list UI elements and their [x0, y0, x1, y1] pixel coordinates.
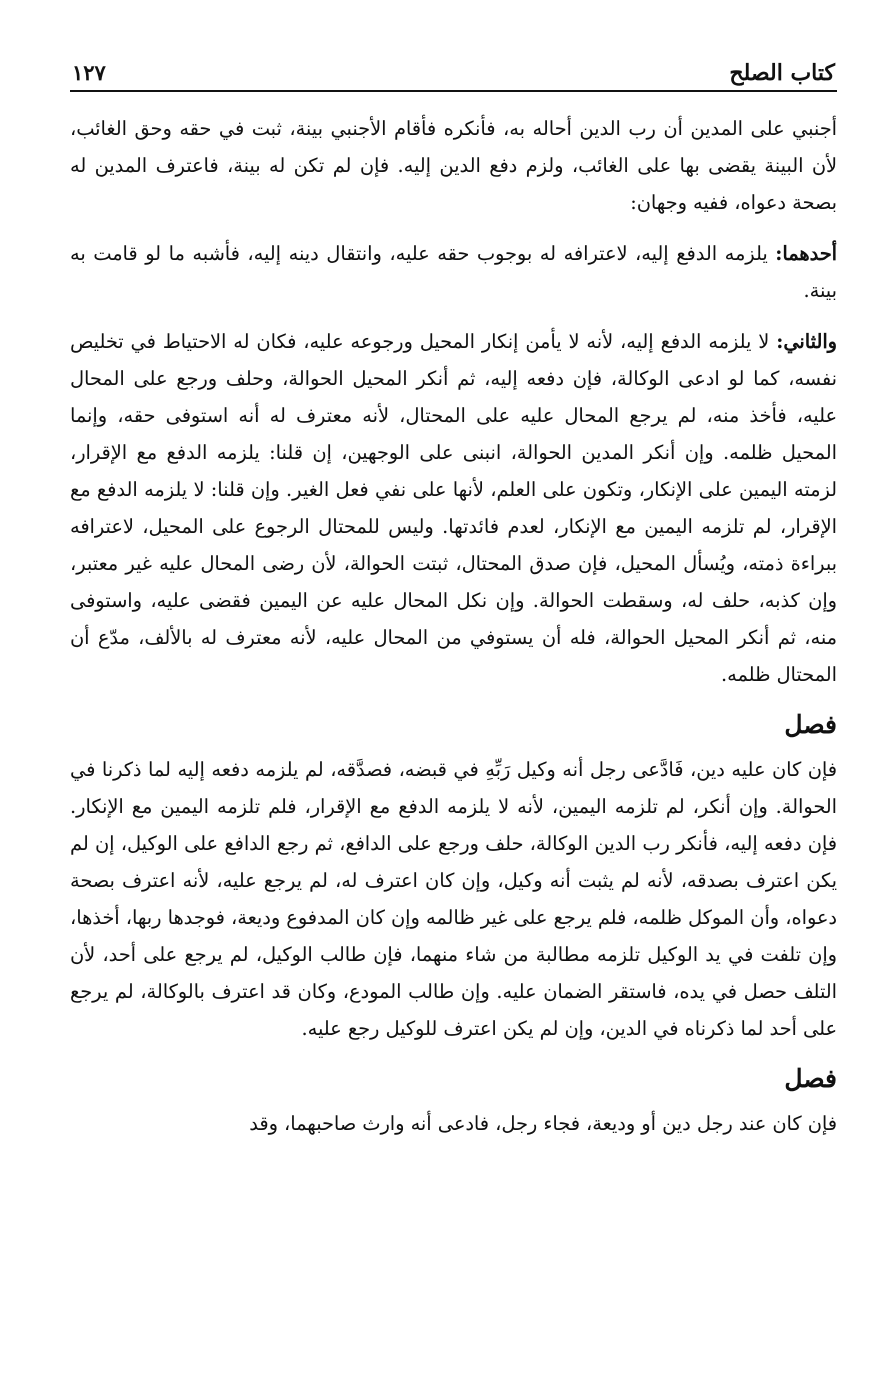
paragraph-5: فإن كان عند رجل دين أو وديعة، فجاء رجل، فادعى أنه وارث صاحبهما، وقد [249, 1112, 837, 1135]
paragraph-3-lead: والثاني: [776, 330, 837, 353]
page-body [70, 110, 837, 1142]
section-heading-2: فصل [784, 1064, 837, 1093]
section-heading-1: فصل [784, 710, 837, 739]
page-number: ١٢٧ [72, 60, 106, 85]
paragraph-3 [70, 323, 837, 693]
chapter-title: كتاب الصلح [729, 60, 835, 86]
paragraph-4: فإن كان عليه دين، فَادَّعى رجل أنه وكيل رَبِّهِ في قبضه، فصدَّقه، لم يلزمه دفعه إليه لما ذكرنا في الحوالة. وإن أنكر، لم تلزمه اليمين، لأنه لا يلزمه الدفع مع الإقرار، فلم تلزمه اليمين مع الإنكار. فإن دفعه إليه، فأنكر رب الدين الوكالة، حلف ورجع على الدافع، ثم رجع الدافع على الوكيل، إن لم يكن اعترف بصدقه، لأنه لم يثبت أنه وكيل، وإن كان اعترف له، لم يرجع عليه، لأنه اعترف بصحة دعواه، وأن الموكل ظلمه، فلم يرجع على غير ظالمه وإن كان المدفوع وديعة، فوجدها ربها، أخذها، وإن تلفت في يد الوكيل تلزمه مطالبة من شاء منهما، فإن طالب الوكيل، لم يرجع على أحد، لأن التلف حصل في يده، فاستقر الضمان عليه. وإن طالب المودع، وكان قد اعترف بالوكالة، لم يرجع على أحد لما ذكرناه في الدين، وإن لم يكن اعترف للوكيل رجع عليه. [70, 758, 837, 1040]
paragraph-1: أجنبي على المدين أن رب الدين أحاله به، فأنكره فأقام الأجنبي بينة، ثبت في حقه وحق الغائب، لأن البينة يقضى بها على الغائب، ولزم دفع الدين إليه. فإن لم تكن له بينة، فاعترف المدين له بصحة دعواه، ففيه وجهان: [70, 117, 837, 214]
paragraph-2-lead: أحدهما: [775, 242, 837, 265]
running-header [70, 54, 837, 92]
paragraph-3-text: لا يلزمه الدفع إليه، لأنه لا يأمن إنكار المحيل ورجوعه عليه، فكان له الاحتياط في تخليص نفسه، كما لو ادعى الوكالة، فإن دفعه إليه، ثم أنكر المحيل الحوالة، وحلف ورجع على المحال عليه، فأخذ منه، لم يرجع المحال عليه على المحتال، لأنه معترف له أنه استوفى حقه، وإنما المحيل ظلمه. وإن أنكر المدين الحوالة، انبنى على الوجهين، إن قلنا: يلزمه الدفع مع الإقرار، لزمته اليمين على الإنكار، وتكون على العلم، لأنها على نفي فعل الغير. وإن قلنا: لا يلزمه الدفع مع الإقرار، لم تلزمه اليمين مع الإنكار، لعدم فائدتها. وليس للمحتال الرجوع على المحيل، لاعترافه ببراءة ذمته، ويُسأل المحيل، فإن صدق المحتال، ثبتت الحوالة، لأن رضى المحال عليه غير معتبر، وإن كذبه، حلف له، وسقطت الحوالة. وإن نكل المحال عليه عن اليمين فقضى عليه، واستوفى منه، ثم أنكر المحيل الحوالة، فله أن يستوفي من المحال عليه، لأنه معترف له بالألف، مدّع أن المحتال ظلمه. [70, 330, 837, 686]
paragraph-2-text: يلزمه الدفع إليه، لاعترافه له بوجوب حقه عليه، وانتقال دينه إليه، فأشبه ما لو قامت به بينة. [70, 242, 837, 302]
paragraph-2 [70, 235, 837, 309]
